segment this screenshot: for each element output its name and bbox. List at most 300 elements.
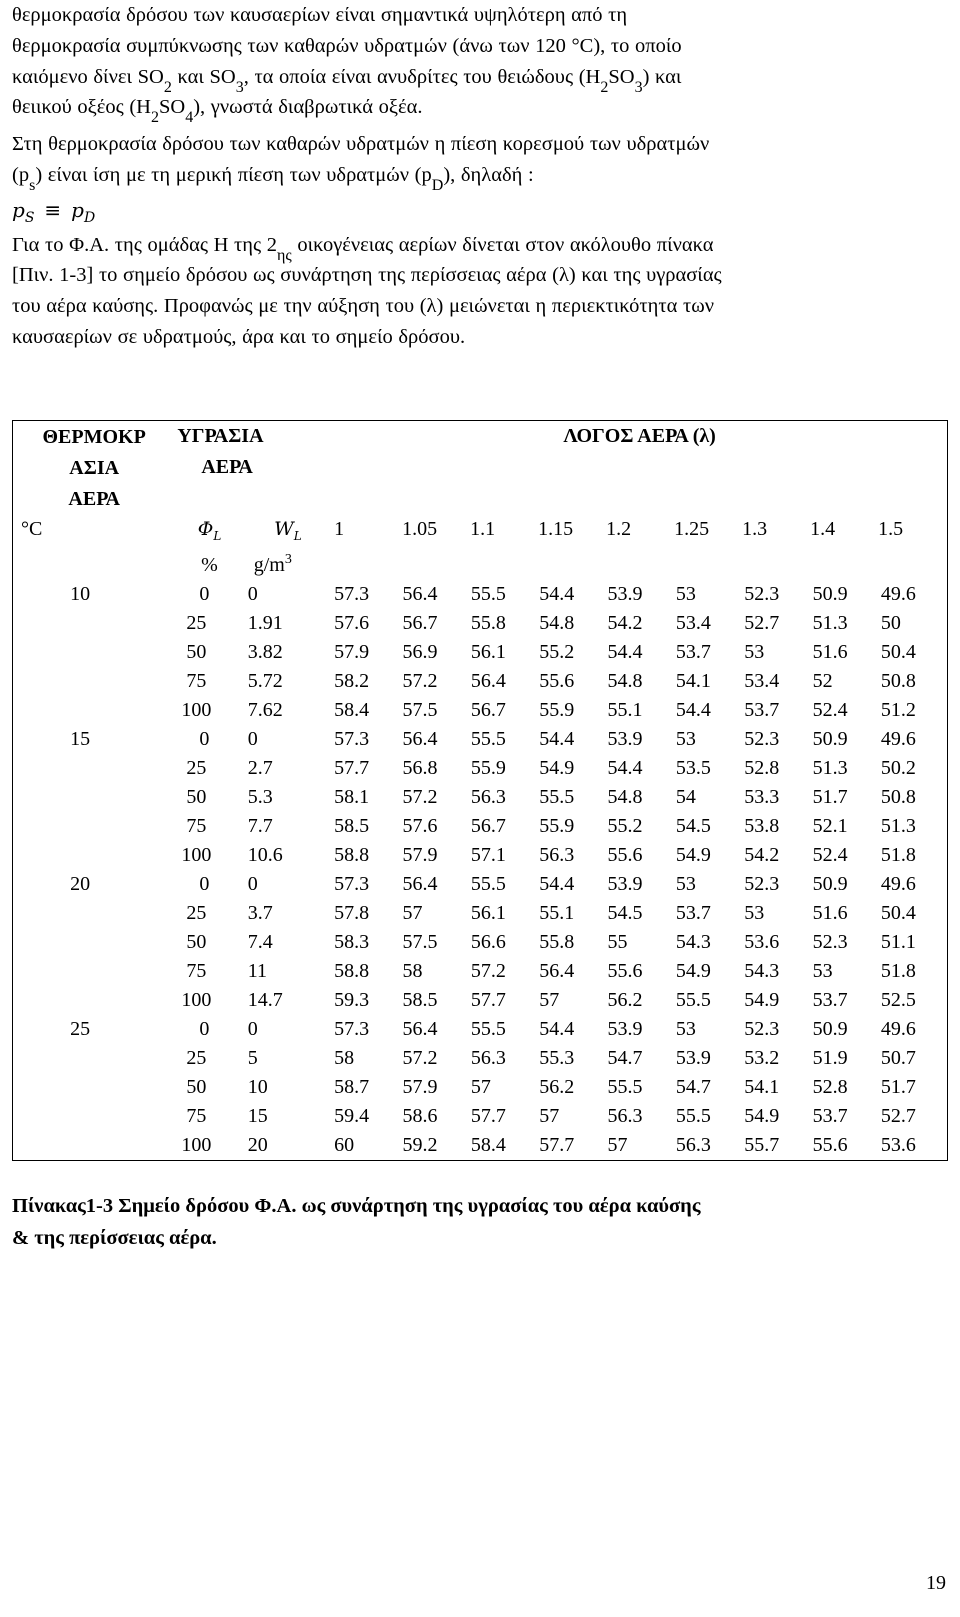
humidity-percent-cell: 100 <box>181 698 212 721</box>
lambda-value: 1.2 <box>606 518 632 540</box>
dew-point-value: 54.8 <box>539 611 575 634</box>
equation-operator: ≡ <box>44 197 62 222</box>
humidity-gm3-cell: 0 <box>247 1017 258 1040</box>
dew-point-value: 52.1 <box>812 814 848 837</box>
text-run: ), γνωστά διαβρωτικά οξέα. <box>193 96 423 119</box>
humidity-gm3-cell: 10 <box>247 1075 268 1098</box>
dew-point-value: 57.6 <box>402 814 438 837</box>
dew-point-value: 57 <box>607 1133 628 1156</box>
dew-point-value: 54.4 <box>539 1017 575 1040</box>
humidity-percent-cell: 75 <box>186 814 207 837</box>
dew-point-value: 53.8 <box>744 814 780 837</box>
dew-point-value: 56.9 <box>402 640 438 663</box>
math-subscript: L <box>293 528 302 543</box>
dew-point-value: 50.9 <box>812 1017 848 1040</box>
header-text: ΑΕΡΑ <box>68 488 120 510</box>
dew-point-value: 58.2 <box>334 669 370 692</box>
dew-point-value: 55.5 <box>675 1104 711 1127</box>
table-row <box>13 928 948 957</box>
dew-point-value: 50.8 <box>880 669 916 692</box>
equation-rhs-sub: D <box>83 209 96 226</box>
humidity-percent-cell: 50 <box>186 785 207 808</box>
dew-point-value: 55.9 <box>470 756 506 779</box>
text-line: του αέρα καύσης. Προφανώς με την αύξηση του (λ) μειώνεται η περιεκτικότητα των <box>12 295 714 317</box>
dew-point-value: 53 <box>675 727 696 750</box>
dew-point-value: 56.4 <box>402 872 438 895</box>
humidity-gm3-cell: 10.6 <box>247 843 283 866</box>
dew-point-value: 55.1 <box>539 901 575 924</box>
dew-point-value: 56.6 <box>470 930 506 953</box>
text-line: θερμοκρασία δρόσου των καυσαερίων είναι σημαντικά υψηλότερη από τη <box>12 4 628 26</box>
symbol-w <box>244 515 332 551</box>
temperature-cell <box>13 812 176 841</box>
table-row <box>13 870 948 899</box>
dew-point-value: 56.7 <box>402 611 438 634</box>
dew-point-value: 57 <box>402 901 423 924</box>
dew-point-value: 55.9 <box>539 814 575 837</box>
dew-point-value: 59.2 <box>402 1133 438 1156</box>
superscript: 3 <box>284 551 292 567</box>
pressure-equation <box>12 195 948 228</box>
dew-point-value: 56.4 <box>402 1017 438 1040</box>
table-row <box>13 986 948 1015</box>
dew-point-value: 53.6 <box>880 1133 916 1156</box>
dew-point-value: 55.5 <box>539 785 575 808</box>
subscript: s <box>29 176 36 194</box>
text-run: οικογένειας αερίων δίνεται στον ακόλουθο πίνακα <box>291 233 714 256</box>
dew-point-value: 57.8 <box>334 901 370 924</box>
dew-point-value: 57.2 <box>402 1046 438 1069</box>
dew-point-value: 52.3 <box>812 930 848 953</box>
dew-point-value: 57.3 <box>334 582 370 605</box>
text-run: ) και <box>642 65 682 88</box>
dew-point-value: 51.7 <box>812 785 848 808</box>
text-run: ), δηλαδή : <box>443 163 534 186</box>
temperature-cell: 15 <box>70 727 91 750</box>
units-row <box>13 515 948 551</box>
humidity-gm3-cell: 5 <box>247 1046 258 1069</box>
text-run: θειικού οξέος (H <box>12 96 151 119</box>
humidity-gm3-cell: 15 <box>247 1104 268 1127</box>
document-page <box>12 0 948 1249</box>
dew-point-value: 55.6 <box>607 959 643 982</box>
text-run: Για το Φ.Α. της ομάδας Η της 2 <box>12 233 277 256</box>
dew-point-value: 52.4 <box>812 698 848 721</box>
dew-point-value: 57.7 <box>470 1104 506 1127</box>
dew-point-value: 58.1 <box>334 785 370 808</box>
temperature-cell <box>13 841 176 870</box>
table-header <box>13 421 948 580</box>
dew-point-value: 57.7 <box>539 1133 575 1156</box>
table-row <box>13 899 948 928</box>
subscript: 2 <box>600 78 609 96</box>
dew-point-value: 54.4 <box>539 582 575 605</box>
dew-point-value: 55.6 <box>607 843 643 866</box>
dew-point-value: 53.2 <box>744 1046 780 1069</box>
temperature-cell <box>13 1102 176 1131</box>
header-text: ΑΣΙΑ <box>69 457 120 479</box>
dew-point-value: 54.4 <box>607 640 643 663</box>
table-row <box>13 783 948 812</box>
humidity-percent-cell: 25 <box>186 1046 207 1069</box>
dew-point-value: 53.9 <box>607 1017 643 1040</box>
humidity-gm3-cell: 3.7 <box>247 901 273 924</box>
dew-point-value: 59.4 <box>334 1104 370 1127</box>
dew-point-value: 55.7 <box>744 1133 780 1156</box>
dew-point-value: 54.1 <box>744 1075 780 1098</box>
dew-point-value: 56.1 <box>470 901 506 924</box>
equation-lhs: p <box>12 197 25 222</box>
dew-point-value: 51.3 <box>812 611 848 634</box>
humidity-gm3-cell: 20 <box>247 1133 268 1156</box>
dew-point-value: 58 <box>402 959 423 982</box>
text-run: SO <box>159 96 186 119</box>
dew-point-value: 51.1 <box>880 930 916 953</box>
dew-point-value: 54.9 <box>675 959 711 982</box>
dew-point-value: 53 <box>675 582 696 605</box>
dew-point-value: 57.1 <box>470 843 506 866</box>
dew-point-value: 57 <box>539 1104 560 1127</box>
table-row <box>13 957 948 986</box>
humidity-percent-cell: 100 <box>181 1133 212 1156</box>
dew-point-value: 54.4 <box>539 872 575 895</box>
subscript: 2 <box>151 109 159 127</box>
dew-point-value: 56.3 <box>607 1104 643 1127</box>
dew-point-value: 50.8 <box>880 785 916 808</box>
text-run: ) είναι ίση με τη μερική πίεση των υδρατμών (p <box>35 163 432 186</box>
temperature-cell <box>13 696 176 725</box>
humidity-gm3-cell: 2.7 <box>247 756 273 779</box>
humidity-gm3-cell: 14.7 <box>247 988 283 1011</box>
table-row <box>13 812 948 841</box>
dew-point-value: 51.2 <box>880 698 916 721</box>
dew-point-value: 55.6 <box>539 669 575 692</box>
dew-point-value: 60 <box>334 1133 355 1156</box>
dew-point-value: 54.4 <box>675 698 711 721</box>
dew-point-value: 52.3 <box>744 582 780 605</box>
lambda-values <box>332 515 947 551</box>
paragraph-sulfur-oxides <box>12 0 948 127</box>
dew-point-value: 55.5 <box>675 988 711 1011</box>
dew-point-value: 57.9 <box>402 843 438 866</box>
dew-point-value: 52.7 <box>880 1104 916 1127</box>
table-caption <box>12 1190 948 1254</box>
table-row <box>13 1073 948 1102</box>
unit-percent: % <box>201 553 218 576</box>
dew-point-value: 51.3 <box>812 756 848 779</box>
dew-point-value: 56.2 <box>539 1075 575 1098</box>
page-number: 19 <box>926 1572 946 1594</box>
dew-point-value: 56.3 <box>539 843 575 866</box>
temperature-cell: 25 <box>70 1017 91 1040</box>
humidity-percent-cell: 75 <box>186 1104 207 1127</box>
dew-point-value: 57.2 <box>402 669 438 692</box>
dew-point-value: 53 <box>675 1017 696 1040</box>
dew-point-value: 54.2 <box>607 611 643 634</box>
dew-point-value: 53 <box>812 959 833 982</box>
dew-point-value: 53.9 <box>607 582 643 605</box>
dew-point-value: 56.4 <box>402 582 438 605</box>
temperature-cell <box>13 928 176 957</box>
dew-point-value: 57.2 <box>470 959 506 982</box>
dew-point-value: 50.4 <box>880 640 916 663</box>
dew-point-value: 58 <box>334 1046 355 1069</box>
dew-point-value: 56.8 <box>402 756 438 779</box>
dew-point-value: 54.7 <box>675 1075 711 1098</box>
text-run: SO <box>608 65 635 88</box>
dew-point-value: 52.8 <box>744 756 780 779</box>
humidity-gm3-cell: 7.7 <box>247 814 273 837</box>
table-row <box>13 754 948 783</box>
table-row <box>13 609 948 638</box>
dew-point-value: 53.5 <box>675 756 711 779</box>
lambda-value: 1.1 <box>470 518 496 540</box>
humidity-percent-cell: 0 <box>199 872 210 895</box>
dew-point-value: 55.5 <box>470 727 506 750</box>
humidity-gm3-cell: 1.91 <box>247 611 283 634</box>
temperature-cell <box>13 1131 176 1161</box>
dew-point-value: 55.8 <box>539 930 575 953</box>
temperature-cell <box>13 609 176 638</box>
humidity-gm3-cell: 3.82 <box>247 640 283 663</box>
dew-point-value: 49.6 <box>880 727 916 750</box>
humidity-percent-cell: 0 <box>199 727 210 750</box>
dew-point-value: 53 <box>675 872 696 895</box>
dew-point-value: 53.9 <box>675 1046 711 1069</box>
dew-point-value: 52.3 <box>744 727 780 750</box>
dew-point-value: 52.3 <box>744 872 780 895</box>
header-row <box>13 421 948 516</box>
dew-point-value: 57.3 <box>334 727 370 750</box>
humidity-gm3-cell: 7.4 <box>247 930 273 953</box>
dew-point-value: 52.8 <box>812 1075 848 1098</box>
temperature-cell <box>13 957 176 986</box>
dew-point-value: 57.9 <box>402 1075 438 1098</box>
dew-point-value: 56.4 <box>470 669 506 692</box>
humidity-percent-cell: 50 <box>186 1075 207 1098</box>
temperature-cell <box>13 667 176 696</box>
dew-point-value: 58.4 <box>470 1133 506 1156</box>
dew-point-value: 59.3 <box>334 988 370 1011</box>
units-row-2 <box>13 551 948 580</box>
dew-point-value: 56.3 <box>675 1133 711 1156</box>
dew-point-value: 55.9 <box>539 698 575 721</box>
dew-point-value: 56.1 <box>470 640 506 663</box>
dew-point-value: 53.7 <box>744 698 780 721</box>
dew-point-value: 55.5 <box>607 1075 643 1098</box>
caption-line: & της περίσσειας αέρα. <box>12 1227 217 1249</box>
dew-point-value: 55.2 <box>607 814 643 837</box>
dew-point-value: 55.6 <box>812 1133 848 1156</box>
humidity-gm3-cell: 5.3 <box>247 785 273 808</box>
dew-point-value: 55 <box>607 930 628 953</box>
dew-point-value: 54.5 <box>607 901 643 924</box>
dew-point-value: 58.5 <box>402 988 438 1011</box>
dew-point-value: 51.8 <box>880 843 916 866</box>
dew-point-value: 49.6 <box>880 1017 916 1040</box>
dew-point-value: 50.9 <box>812 727 848 750</box>
dew-point-value: 53 <box>744 640 765 663</box>
humidity-percent-cell: 0 <box>199 582 210 605</box>
dew-point-value: 54 <box>675 785 696 808</box>
dew-point-value: 57.7 <box>470 988 506 1011</box>
dew-point-value: 52.4 <box>812 843 848 866</box>
dew-point-value: 56.7 <box>470 814 506 837</box>
text-line: [Πιν. 1-3] το σημείο δρόσου ως συνάρτηση της περίσσειας αέρα (λ) και της υγρασίας <box>12 264 722 287</box>
dew-point-value: 54.3 <box>675 930 711 953</box>
dew-point-value: 52.5 <box>880 988 916 1011</box>
dew-point-value: 50.9 <box>812 872 848 895</box>
dew-point-value: 53.7 <box>675 901 711 924</box>
dew-point-value: 54.2 <box>744 843 780 866</box>
table-row <box>13 1102 948 1131</box>
header-text: ΥΓΡΑΣΙΑ <box>177 425 264 447</box>
dew-point-table <box>12 420 948 1161</box>
text-run: , τα οποία είναι ανυδρίτες του θειώδους (H <box>243 65 601 88</box>
lambda-value: 1.25 <box>674 518 710 540</box>
equation-lhs-sub: S <box>24 209 35 226</box>
dew-point-value: 56.3 <box>470 1046 506 1069</box>
dew-point-value: 54.8 <box>607 785 643 808</box>
unit-gm3 <box>244 551 332 580</box>
temperature-cell <box>13 899 176 928</box>
humidity-percent-cell: 25 <box>186 611 207 634</box>
table-row <box>13 696 948 725</box>
dew-point-value: 52.7 <box>744 611 780 634</box>
dew-point-value: 51.8 <box>880 959 916 982</box>
lambda-value: 1.4 <box>810 518 836 540</box>
dew-point-value: 56.4 <box>402 727 438 750</box>
table-row <box>13 1015 948 1044</box>
humidity-percent-cell: 0 <box>199 1017 210 1040</box>
table-body <box>13 580 948 1161</box>
header-air-humidity <box>175 421 332 516</box>
dew-point-value: 55.5 <box>470 582 506 605</box>
dew-point-value: 54.4 <box>539 727 575 750</box>
table-row <box>13 725 948 754</box>
subscript: 2 <box>163 78 172 96</box>
subscript: 4 <box>185 109 194 127</box>
dew-point-value: 54.8 <box>607 669 643 692</box>
dew-point-value: 57.5 <box>402 698 438 721</box>
dew-point-value: 55.1 <box>607 698 643 721</box>
humidity-percent-cell: 100 <box>181 988 212 1011</box>
dew-point-value: 54.9 <box>744 1104 780 1127</box>
dew-point-value: 57.9 <box>334 640 370 663</box>
dew-point-value: 58.5 <box>334 814 370 837</box>
header-text: ΑΕΡΑ <box>201 456 253 478</box>
dew-point-value: 58.4 <box>334 698 370 721</box>
dew-point-value: 55.3 <box>539 1046 575 1069</box>
paragraph-table-intro <box>12 230 948 353</box>
dew-point-value: 54.3 <box>744 959 780 982</box>
lambda-value: 1.15 <box>538 518 574 540</box>
dew-point-value: 56.2 <box>607 988 643 1011</box>
table-row <box>13 841 948 870</box>
dew-point-value: 57.5 <box>402 930 438 953</box>
dew-point-value: 53.7 <box>812 1104 848 1127</box>
temperature-cell: 10 <box>70 582 91 605</box>
dew-point-value: 53.4 <box>744 669 780 692</box>
dew-point-value: 50.4 <box>880 901 916 924</box>
dew-point-value: 53.4 <box>675 611 711 634</box>
dew-point-value: 55.5 <box>470 872 506 895</box>
dew-point-value: 57.7 <box>334 756 370 779</box>
dew-point-value: 49.6 <box>880 582 916 605</box>
humidity-percent-cell: 100 <box>181 843 212 866</box>
dew-point-value: 58.8 <box>334 843 370 866</box>
dew-point-value: 56.3 <box>470 785 506 808</box>
table-row <box>13 1044 948 1073</box>
temperature-cell: 20 <box>70 872 91 895</box>
dew-point-value: 57 <box>539 988 560 1011</box>
subscript: D <box>431 176 444 194</box>
dew-point-value: 50.7 <box>880 1046 916 1069</box>
header-air-ratio: ΛΟΓΟΣ ΑΕΡΑ (λ) <box>563 425 716 447</box>
dew-point-value: 50.2 <box>880 756 916 779</box>
dew-point-value: 57.3 <box>334 1017 370 1040</box>
dew-point-value: 52 <box>812 669 833 692</box>
dew-point-value: 51.3 <box>880 814 916 837</box>
text-line: Στη θερμοκρασία δρόσου των καθαρών υδρατμών η πίεση κορεσμού των υδρατμών <box>12 133 710 155</box>
unit-celsius <box>13 515 176 551</box>
humidity-gm3-cell: 0 <box>247 727 258 750</box>
dew-point-value: 57.3 <box>334 872 370 895</box>
dew-point-value: 54.7 <box>607 1046 643 1069</box>
table-row <box>13 580 948 609</box>
dew-point-value: 54.9 <box>744 988 780 1011</box>
dew-point-value: 53.9 <box>607 727 643 750</box>
temperature-cell <box>13 1044 176 1073</box>
table-row <box>13 638 948 667</box>
dew-point-value: 55.8 <box>470 611 506 634</box>
dew-point-value: 53.9 <box>607 872 643 895</box>
text-line: καυσαερίων σε υδρατμούς, άρα και το σημείο δρόσου. <box>12 325 466 348</box>
dew-point-value: 52.3 <box>744 1017 780 1040</box>
math-subscript: L <box>213 528 222 543</box>
temperature-cell <box>13 986 176 1015</box>
header-text: ΘΕΡΜΟΚΡ <box>42 426 146 448</box>
table-row <box>13 667 948 696</box>
empty-cell <box>332 551 947 580</box>
humidity-percent-cell: 50 <box>186 640 207 663</box>
dew-point-value: 53.7 <box>675 640 711 663</box>
lambda-value: 1 <box>334 518 345 540</box>
dew-point-value: 54.5 <box>675 814 711 837</box>
dew-point-value: 54.9 <box>675 843 711 866</box>
dew-point-value: 50 <box>880 611 901 634</box>
humidity-gm3-cell: 7.62 <box>247 698 283 721</box>
humidity-gm3-cell: 5.72 <box>247 669 283 692</box>
dew-point-value: 53.7 <box>812 988 848 1011</box>
subscript: 3 <box>235 78 244 96</box>
humidity-percent-cell: 75 <box>186 959 207 982</box>
lambda-row <box>332 515 947 544</box>
dew-point-value: 50.9 <box>812 582 848 605</box>
dew-point-value: 58.3 <box>334 930 370 953</box>
unit-text: °C <box>21 518 43 540</box>
dew-point-value: 55.2 <box>539 640 575 663</box>
humidity-percent-cell: 25 <box>186 901 207 924</box>
text-line: θερμοκρασία συμπύκνωσης των καθαρών υδρατμών (άνω των 120 °C), το οποίο <box>12 34 682 57</box>
dew-point-value: 58.6 <box>402 1104 438 1127</box>
humidity-gm3-cell: 11 <box>247 959 267 982</box>
text-run: και SO <box>171 65 236 88</box>
dew-point-value: 54.1 <box>675 669 711 692</box>
lambda-value: 1.5 <box>878 518 904 540</box>
dew-point-value: 51.6 <box>812 640 848 663</box>
dew-point-value: 57 <box>470 1075 491 1098</box>
